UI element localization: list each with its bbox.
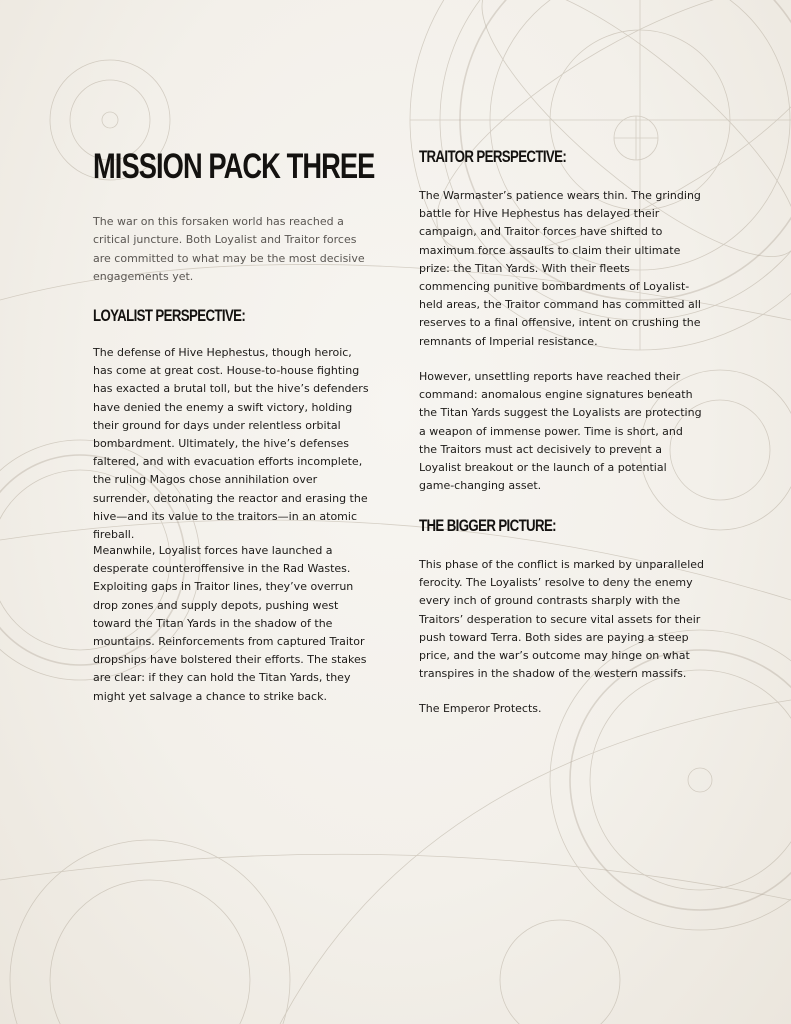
page-title: MISSION PACK THREE [93, 147, 375, 186]
loyalist-paragraph-2: Meanwhile, Loyalist forces have launched a desperate counteroffensive in the Rad Wastes. Exploiting gaps in Traitor lines, they’ve overrun drop zones and supply depots, pushing west toward the Titan Yards in the shadow of the mountains. Reinforcements from captured Traitor dropships have bolstered their efforts. The stakes are clear: if they can hold the Titan Yards, they might yet salvage a chance to strike back. [93, 544, 367, 703]
loyalist-heading: LOYALIST PERSPECTIVE: [93, 306, 246, 325]
traitor-paragraph-2: However, unsettling reports have reached their command: anomalous engine signatures beneath the Titan Yards suggest the Loyalists are protecting a weapon of immense power. Time is short, and the Traitors must act decisively to prevent a Loyalist breakout or the launch of a potential game-changing asset. [419, 370, 702, 493]
loyalist-paragraph-1: The defense of Hive Hephestus, though heroic, has come at great cost. House-to-house fighting has exacted a brutal toll, but the hive’s defenders have denied the enemy a swift victory, holding their ground for days under relentless orbital bombardment. Ultimately, the hive’s defenses faltered, and with evacuation efforts incomplete, the ruling Magos chose annihilation over surrender, detonating the reactor and erasing the hive—and its value to the traitors—in an atomic fireball. [93, 346, 369, 542]
bigger-picture-heading: THE BIGGER PICTURE: [419, 516, 556, 535]
closing-line: The Emperor Protects. [419, 702, 542, 715]
intro-paragraph: The war on this forsaken world has reached a critical juncture. Both Loyalist and Traitor forces are committed to what may be the most decisive engagements yet. [93, 215, 365, 284]
bigger-picture-paragraph-1: This phase of the conflict is marked by unparalleled ferocity. The Loyalists’ resolve to deny the enemy every inch of ground contrasts sharply with the Traitors’ desperation to secure vital assets for their push toward Terra. Both sides are paying a steep price, and the war’s outcome may hinge on what transpires in the shadow of the western massifs. [419, 558, 704, 681]
traitor-heading: TRAITOR PERSPECTIVE: [419, 147, 567, 166]
traitor-paragraph-1: The Warmaster’s patience wears thin. The grinding battle for Hive Hephestus has delayed their campaign, and Traitor forces have shifted to maximum force assaults to claim their ultimate prize: the Titan Yards. With their fleets commencing punitive bombardments of Loyalist-held areas, the Traitor command has committed all reserves to a final offensive, intent on crushing the remnants of Imperial resistance. [419, 189, 701, 348]
